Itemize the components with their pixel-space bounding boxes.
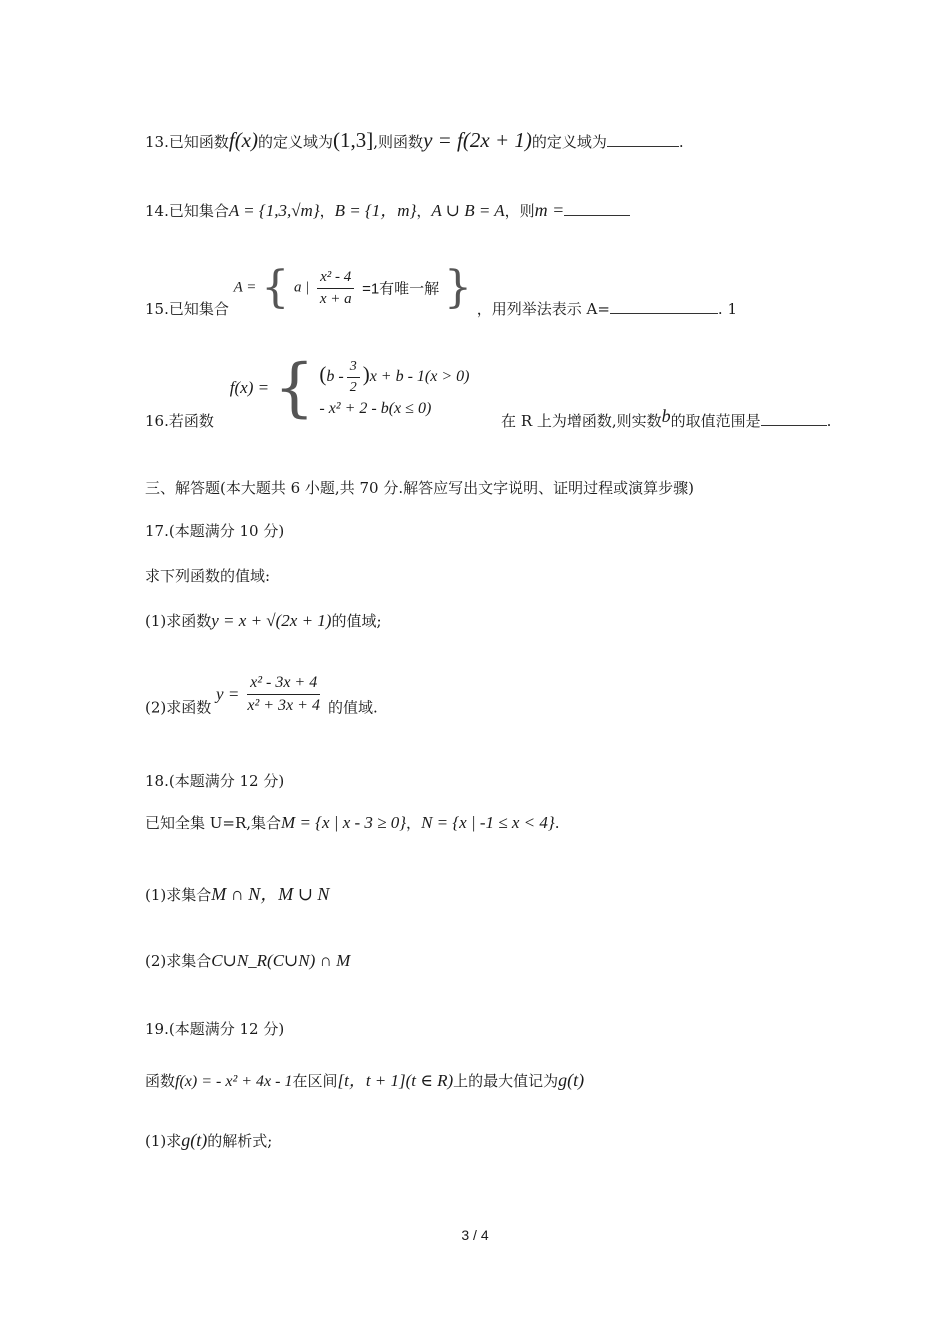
q14-sep1: ， — [319, 202, 335, 220]
q17-p1-suffix: 的值域; — [331, 612, 382, 630]
q18-set-n: N = {x | -1 ≤ x < 4} — [421, 813, 555, 832]
question-14 — [145, 196, 630, 221]
q14-cond: A ∪ B = A — [431, 201, 505, 220]
q14-var: m = — [534, 200, 565, 220]
q17-p1-prefix: (1)求函数 — [145, 612, 212, 630]
q15-end: . 1 — [717, 300, 737, 318]
q16-mid: 在 R 上为增函数,则实数 — [501, 412, 662, 430]
q19-statement — [145, 1066, 584, 1091]
q13-domain: (1,3] — [333, 128, 374, 152]
q18-p1-prefix: (1)求集合 — [145, 886, 212, 904]
q16-prefix: 16.若函数 — [145, 412, 214, 430]
question-13 — [145, 128, 684, 153]
answer-blank — [564, 203, 630, 216]
q18-p1-expr: M ∩ N，M ∪ N — [211, 884, 330, 904]
q14-mid: ，则 — [504, 202, 535, 220]
q19-p1-suffix: 的解析式; — [207, 1132, 273, 1150]
q15-set-left: a | — [293, 279, 310, 296]
q15-prefix: 15.已知集合 — [145, 300, 229, 318]
q15-mid: ，用列举法表示 A= — [476, 300, 610, 318]
q13-func: f(x) — [228, 128, 259, 152]
q18-header: 18.(本题满分 12 分) — [145, 772, 285, 790]
q15-lhs: A = — [233, 279, 257, 296]
q16-piece2: - x² + 2 - b(x ≤ 0) — [319, 399, 432, 417]
section-3-heading: 三、解答题(本大题共 6 小题,共 70 分.解答应写出文字说明、证明过程或演算步骤) — [145, 479, 694, 497]
q17-p2-prefix: (2)求函数 — [145, 698, 212, 717]
q17-intro: 求下列函数的值域: — [145, 567, 271, 585]
q14-prefix: 14.已知集合 — [145, 202, 229, 220]
q18-p2-expr: C∪N_R(C∪N) ∩ M — [211, 951, 351, 970]
q19-prefix: 函数 — [145, 1072, 176, 1090]
q13-func2: y = f(2x + 1) — [423, 128, 532, 152]
q16-piece1-b: x + b - 1(x > 0) — [369, 367, 470, 385]
q18-part2 — [145, 950, 350, 971]
q18-intro-line — [145, 812, 559, 833]
q16-frac-den: 2 — [349, 379, 357, 395]
q18-end: . — [554, 814, 560, 832]
q15-eq-text: =1有唯一解 — [362, 280, 440, 298]
q17-p1-expr: y = x + √(2x + 1) — [211, 611, 332, 630]
q15-numerator: x² - 4 — [317, 269, 354, 289]
q16-frac-num: 3 — [347, 359, 360, 378]
q18-part1 — [145, 880, 329, 906]
right-brace: } — [443, 262, 472, 313]
q18-p2-prefix: (2)求集合 — [145, 952, 212, 970]
q16-piece1-a: b - — [326, 367, 344, 385]
q17-p2-lhs: y = — [216, 684, 240, 704]
q17-header: 17.(本题满分 10 分) — [145, 522, 285, 540]
q14-sep2: ， — [416, 202, 432, 220]
q14-set-b: B = {1，m} — [334, 201, 417, 220]
q13-prefix: 13.已知函数 — [145, 133, 229, 151]
q18-sep: ， — [406, 814, 422, 832]
q13-mid2: ,则函数 — [373, 133, 424, 151]
q13-mid1: 的定义域为 — [258, 133, 334, 151]
q16-piece1: (b - $\frac{3}{2}$ )x + b - 1(x > 0) — [319, 358, 470, 395]
q15-denominator: x + a — [319, 290, 352, 307]
q18-set-m: M = {x | x - 3 ≥ 0} — [281, 813, 407, 832]
q17-part2 — [145, 674, 378, 718]
page-number: 3 / 4 — [461, 1227, 489, 1243]
q13-suffix: 的定义域为 — [531, 133, 607, 151]
q19-part1 — [145, 1130, 272, 1151]
q15-fraction — [317, 269, 354, 308]
q19-header: 19.(本题满分 12 分) — [145, 1020, 285, 1038]
q19-mid: 在区间 — [292, 1072, 338, 1090]
q14-set-a: A = {1,3,√m} — [228, 201, 320, 220]
q16-piecewise — [319, 359, 469, 418]
q17-p2-den: x² + 3x + 4 — [247, 697, 320, 714]
answer-blank — [610, 301, 718, 314]
left-brace: { — [273, 351, 315, 425]
q19-func: f(x) = - x² + 4x - 1 — [175, 1073, 293, 1090]
q19-gt: g(t) — [558, 1070, 585, 1090]
q17-p2-fraction — [247, 674, 320, 715]
answer-blank — [607, 134, 679, 147]
left-brace: { — [261, 262, 290, 313]
answer-blank — [761, 413, 827, 426]
q19-p1-expr: g(t) — [181, 1130, 208, 1150]
q16-lhs: f(x) = — [229, 378, 270, 397]
q17-p2-num: x² - 3x + 4 — [247, 674, 320, 695]
q19-p1-prefix: (1)求 — [145, 1132, 182, 1150]
q16-suffix: 的取值范围是 — [670, 412, 761, 430]
q17-part1 — [145, 610, 382, 631]
q17-p2-suffix: 的值域. — [328, 698, 378, 717]
question-16 — [145, 351, 832, 431]
q19-interval: [t，t + 1](t ∈ R) — [337, 1071, 454, 1090]
q13-end: . — [678, 133, 684, 151]
question-15 — [145, 262, 737, 319]
q16-end: . — [826, 412, 832, 430]
q19-suffix: 上的最大值记为 — [453, 1072, 559, 1090]
q18-intro: 已知全集 U=R,集合 — [145, 814, 282, 832]
q16-var: b — [661, 406, 671, 426]
